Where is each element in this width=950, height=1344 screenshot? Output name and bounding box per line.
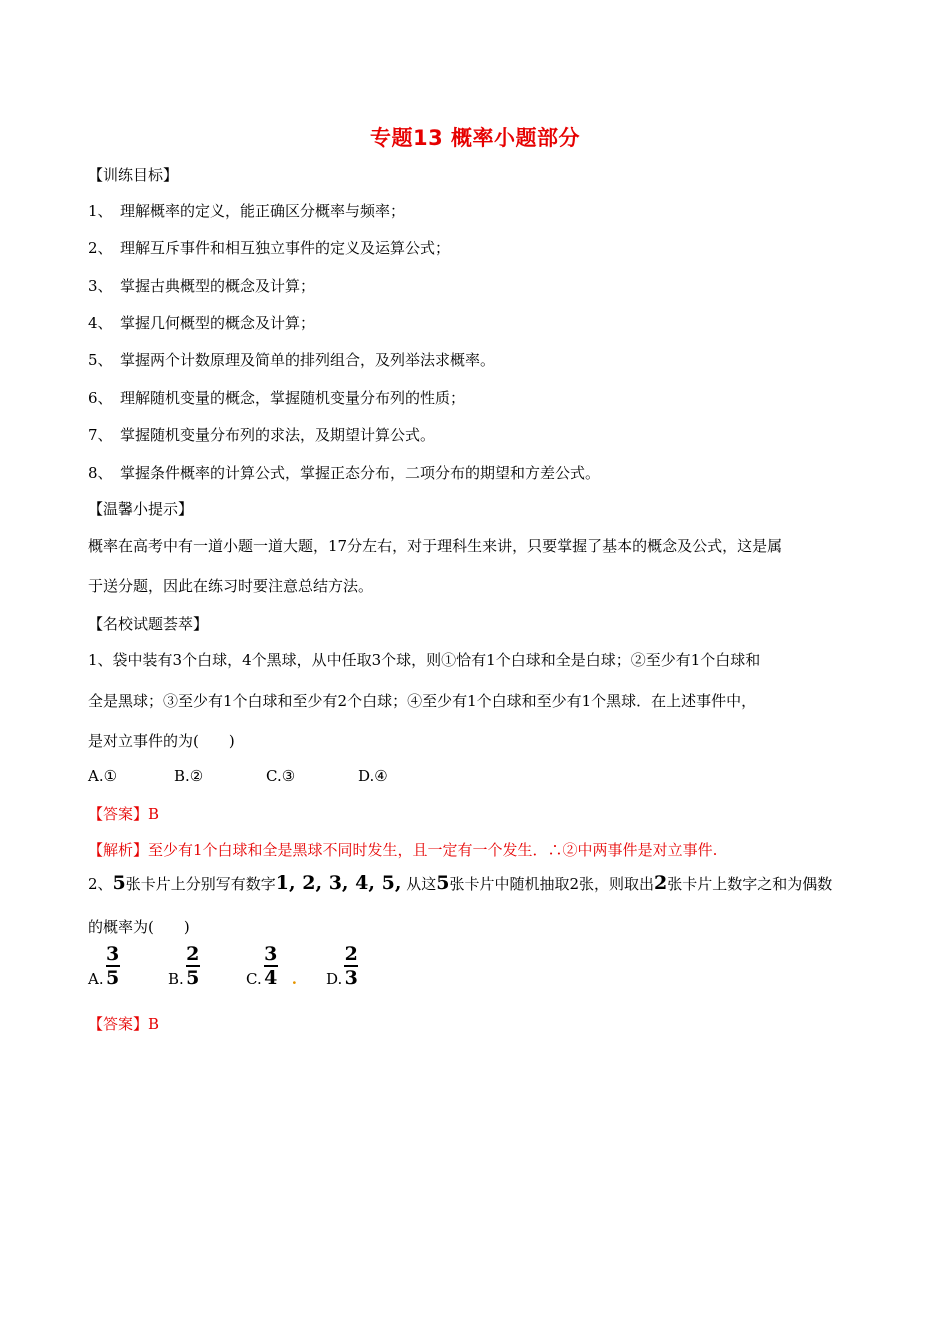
goal-text: 掌握随机变量分布列的求法，及期望计算公式。 — [120, 426, 436, 444]
answer-label: 【答案】 — [88, 1015, 149, 1033]
choice-label: A. — [88, 970, 104, 988]
goal-text: 掌握两个计数原理及简单的排列组合，及列举法求概率。 — [120, 351, 496, 369]
goal-number: 7、 — [88, 426, 113, 444]
math-number: 5 — [112, 872, 126, 894]
fraction-denominator: 5 — [105, 967, 120, 989]
choice-label: C. — [246, 970, 262, 988]
goal-item — [88, 349, 495, 370]
choice-a: A.① — [88, 767, 118, 785]
goal-text: 掌握条件概率的计算公式，掌握正态分布，二项分布的期望和方差公式。 — [120, 464, 601, 482]
goal-number: 5、 — [88, 351, 113, 369]
goal-item — [88, 200, 405, 221]
question-2-number: 2、 — [88, 875, 113, 893]
goal-number: 3、 — [88, 277, 113, 295]
question-1-analysis — [88, 839, 717, 860]
fraction-numerator: 3 — [264, 943, 278, 965]
question-2-fragment: 张卡片上数字之和为偶数 — [667, 875, 833, 893]
choice-label: D. — [326, 970, 343, 988]
answer-value: B — [148, 1015, 160, 1033]
goal-item — [88, 424, 435, 445]
choice-b: B.② — [174, 767, 204, 785]
tips-text: 概率在高考中有一道小题一道大题，17分左右，对于理科生来讲，只要掌握了基本的概念及公式，这是属 — [88, 537, 783, 555]
fraction — [106, 944, 120, 988]
choice-d — [326, 944, 358, 988]
math-number-list: 1, 2, 3, 4, 5, — [275, 872, 402, 894]
fraction-denominator: 5 — [186, 967, 200, 989]
fraction-denominator: 4 — [264, 967, 278, 989]
math-number: 2 — [654, 872, 668, 894]
question-2-fragment: 张卡片中随机抽取2张，则取出 — [449, 875, 654, 893]
question-2-fragment: 从这 — [401, 875, 437, 893]
answer-label: 【答案】 — [88, 805, 149, 823]
choice-c — [246, 944, 297, 988]
math-number: 5 — [436, 872, 450, 894]
fraction-numerator: 2 — [186, 943, 200, 965]
choice-d: D.④ — [358, 767, 388, 785]
goals-heading: 【训练目标】 — [88, 166, 179, 184]
goal-number: 8、 — [88, 464, 113, 482]
goal-item — [88, 462, 600, 483]
tips-heading: 【温馨小提示】 — [88, 500, 194, 518]
goal-item — [88, 275, 315, 296]
goal-text: 理解互斥事件和相互独立事件的定义及运算公式； — [120, 239, 451, 257]
question-2-fragment: 张卡片上分别写有数字 — [125, 875, 276, 893]
fraction — [264, 944, 278, 988]
choice-b — [168, 944, 200, 988]
page-title: 专题13 概率小题部分 — [369, 126, 581, 150]
answer-value: B — [148, 805, 160, 823]
fraction — [186, 944, 200, 988]
analysis-text: 至少有1个白球和全是黑球不同时发生，且一定有一个发生．∴②中两事件是对立事件. — [148, 841, 718, 859]
orange-dot: . — [291, 970, 297, 988]
goal-text: 掌握几何概型的概念及计算； — [120, 314, 316, 332]
fraction — [344, 944, 358, 988]
goal-item — [88, 387, 465, 408]
choice-a — [88, 944, 120, 988]
fraction-numerator: 2 — [344, 943, 358, 965]
question-2-text: 的概率为( ) — [88, 918, 190, 936]
goal-number: 1、 — [88, 202, 113, 220]
goal-number: 4、 — [88, 314, 113, 332]
question-1-answer — [88, 803, 159, 824]
question-1-text: 全是黑球；③至少有1个白球和至少有2个白球；④至少有1个白球和至少有1个黑球．在上述事件中， — [88, 692, 757, 710]
fraction-numerator: 3 — [105, 943, 120, 965]
goal-text: 理解随机变量的概念，掌握随机变量分布列的性质； — [120, 389, 466, 407]
question-1-text: 1、袋中装有3个白球，4个黑球，从中任取3个球，则①恰有1个白球和全是白球；②至少有1个白球和 — [88, 651, 761, 669]
tips-text: 于送分题，因此在练习时要注意总结方法。 — [88, 577, 374, 595]
goal-number: 2、 — [88, 239, 113, 257]
choice-c: C.③ — [266, 767, 296, 785]
goal-item — [88, 312, 315, 333]
goal-item — [88, 237, 450, 258]
analysis-label: 【解析】 — [88, 841, 149, 859]
choice-label: B. — [168, 970, 184, 988]
goal-text: 掌握古典概型的概念及计算； — [120, 277, 316, 295]
question-1-text: 是对立事件的为( ) — [88, 732, 235, 750]
problems-heading: 【名校试题荟萃】 — [88, 615, 209, 633]
fraction-denominator: 3 — [344, 967, 358, 989]
question-2-answer — [88, 1013, 159, 1034]
goal-text: 理解概率的定义，能正确区分概率与频率； — [120, 202, 406, 220]
question-2-text — [88, 872, 832, 894]
goal-number: 6、 — [88, 389, 113, 407]
